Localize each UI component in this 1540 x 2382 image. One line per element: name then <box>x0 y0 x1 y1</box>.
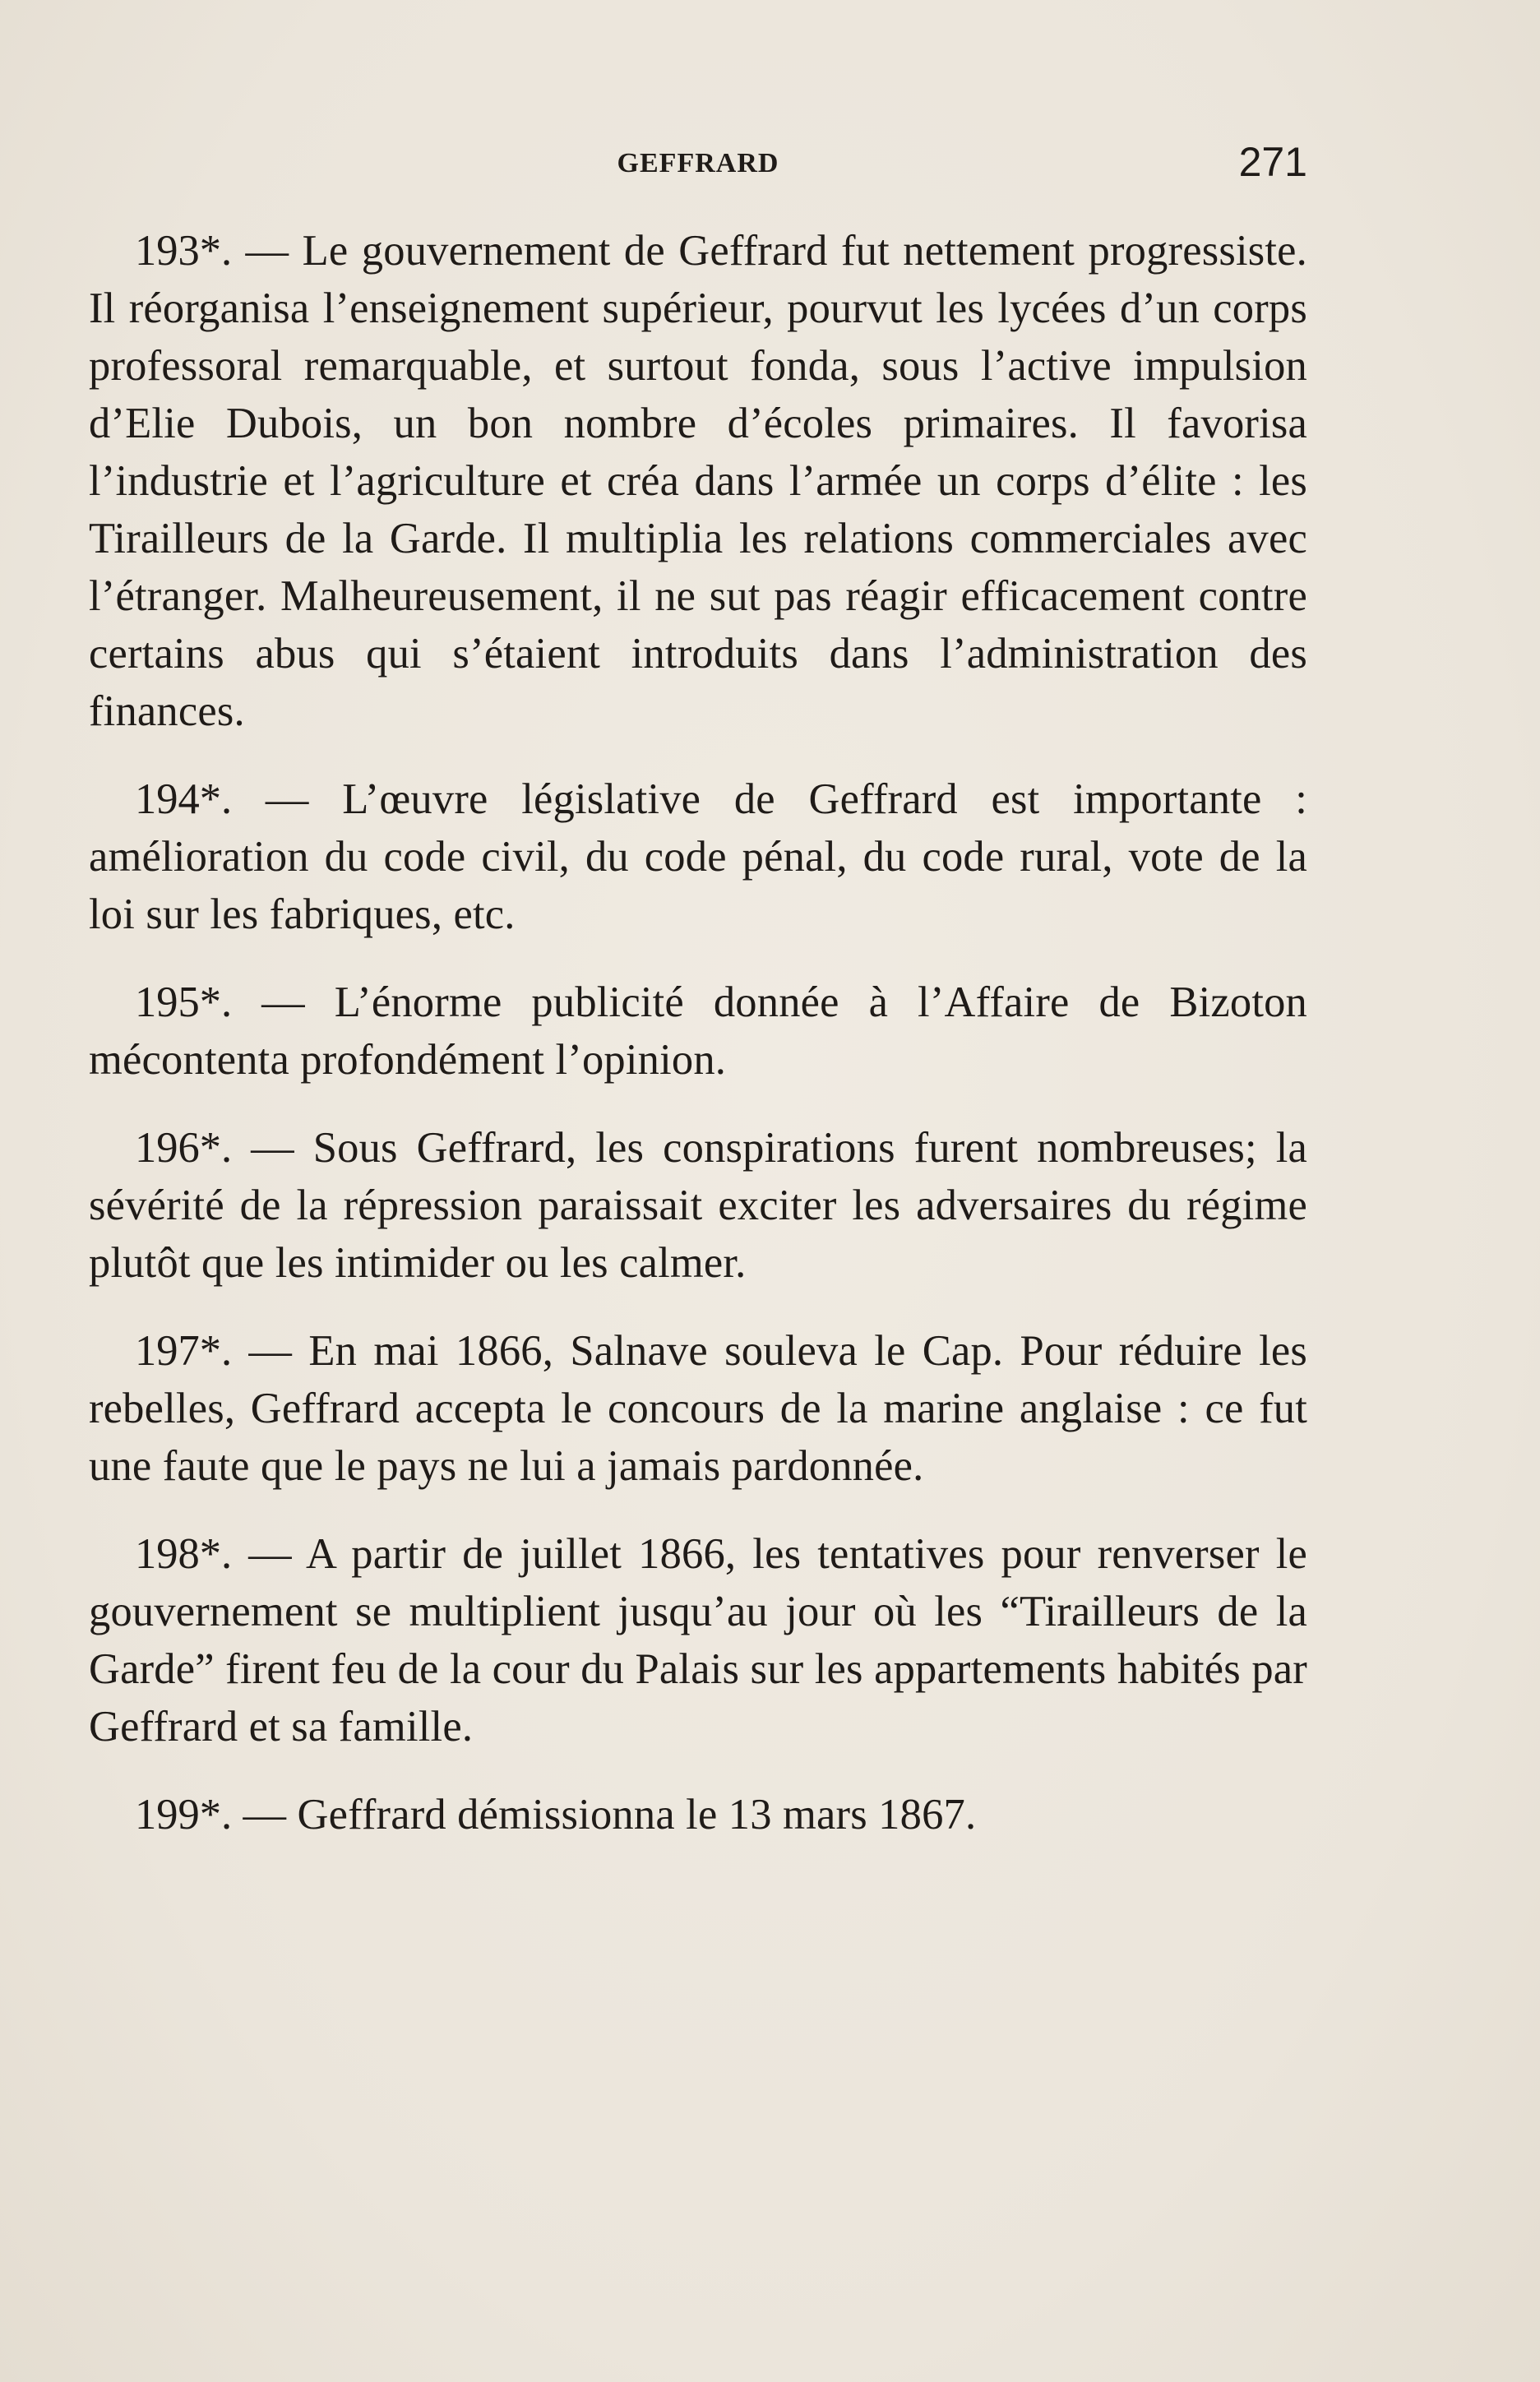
paragraph-199 <box>89 1786 1307 1843</box>
paragraph-196 <box>89 1119 1307 1292</box>
running-head <box>89 138 1307 187</box>
paragraph-number: 199*. <box>135 1791 233 1839</box>
paragraph-number: 194*. <box>135 775 233 823</box>
paragraph-text: — Geffrard démissionna le 13 mars 1867. <box>243 1791 977 1839</box>
paragraph-text: — L’œuvre législative de Geffrard est importante : amélioration du code civil, du code pénal, du code rural, vote de la loi sur les fabriques, etc. <box>89 775 1308 938</box>
paragraph-number: 195*. <box>135 978 233 1026</box>
paragraph-198 <box>89 1525 1307 1755</box>
paragraph-number: 193*. <box>135 227 233 275</box>
running-title: GEFFRARD <box>617 148 779 178</box>
paragraph-195 <box>89 974 1307 1089</box>
paragraph-number: 196*. <box>135 1124 233 1172</box>
body-text <box>89 222 1307 1843</box>
paragraph-number: 197*. <box>135 1327 233 1375</box>
paragraph-text: — En mai 1866, Salnave souleva le Cap. Pour réduire les rebelles, Geffrard accepta le concours de la marine anglaise : ce fut une faute que le pays ne lui a jamais pardonnée. <box>89 1327 1307 1490</box>
paragraph-text: — A partir de juillet 1866, les tentatives pour renverser le gouvernement se multiplient jusqu’au jour où les “Tirailleurs de la Garde” firent feu de la cour du Palais sur les appartements habités par Geffrard et sa famille. <box>89 1530 1307 1751</box>
paragraph-text: — L’énorme publicité donnée à l’Affaire de Bizoton mécontenta profondément l’opinion. <box>89 978 1308 1084</box>
paragraph-197 <box>89 1322 1307 1495</box>
paragraph-text: — Le gouvernement de Geffrard fut nettement progressiste. Il réorganisa l’enseignement supérieur, pourvut les lycées d’un corps professoral remarquable, et surtout fonda, sous l’active impulsion d’Elie Dubois, un bon nombre d’écoles primaires. Il favorisa l’industrie et l’agriculture et créa dans l’armée un corps d’élite : les Tirailleurs de la Garde. Il multiplia les relations commerciales avec l’étranger. Malheureusement, il ne sut pas réagir efficacement contre certains abus qui s’étaient introduits dans l’administration des finances. <box>89 227 1307 735</box>
page-number: 271 <box>1238 139 1307 185</box>
paragraph-193 <box>89 222 1307 740</box>
paragraph-number: 198*. <box>135 1530 233 1578</box>
paragraph-194 <box>89 770 1307 943</box>
paragraph-text: — Sous Geffrard, les conspirations furent nombreuses; la sévérité de la répression paraissait exciter les adversaires du régime plutôt que les intimider ou les calmer. <box>89 1124 1307 1287</box>
